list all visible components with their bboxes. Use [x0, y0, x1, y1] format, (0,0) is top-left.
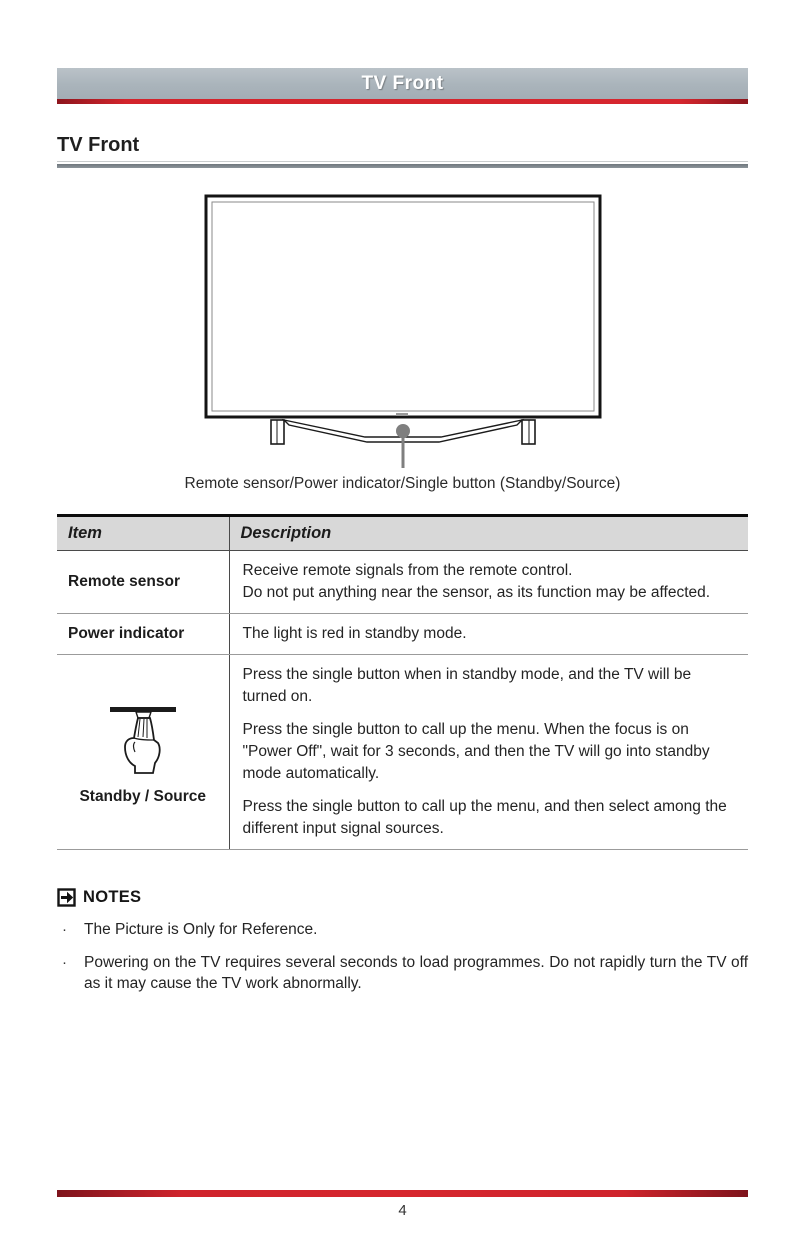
item-remote-sensor: Remote sensor [57, 551, 229, 614]
tv-frame [206, 196, 600, 417]
item-power-indicator: Power indicator [57, 614, 229, 655]
table-header-row [57, 516, 748, 551]
page-number: 4 [398, 1202, 407, 1219]
footer-red-rule [57, 1190, 748, 1197]
tv-illustration [183, 193, 623, 469]
notes-title: NOTES [83, 888, 142, 906]
table-row [57, 614, 748, 655]
page-banner [57, 68, 748, 99]
diagram-caption: Remote sensor/Power indicator/Single button (Standby/Source) [184, 475, 621, 492]
header-description: Description [229, 516, 748, 551]
notes-section [57, 888, 748, 994]
item-standby-source [57, 655, 229, 850]
section-title: TV Front [57, 134, 748, 162]
note-item [57, 952, 748, 994]
spec-table [57, 514, 748, 850]
bullet-marker: · [62, 954, 67, 971]
section-rule [57, 164, 748, 168]
note-text: Powering on the TV requires several seconds to load programmes. Do not rapidly turn the TV off as it may cause the TV work abnormally. [84, 954, 748, 992]
note-text: The Picture is Only for Reference. [84, 921, 318, 938]
item-label: Standby / Source [79, 788, 207, 805]
sensor-notch [396, 413, 408, 416]
power-indicator-dot [396, 424, 410, 438]
desc-line: Press the single button to call up the menu. When the focus is on "Power Off", wait for 3 seconds, and then the TV will go into standby mode automatically. [242, 721, 710, 782]
header-item: Item [57, 516, 229, 551]
table-row [57, 655, 748, 850]
note-item [57, 919, 748, 940]
desc-standby-source [229, 655, 748, 850]
tv-front-diagram [57, 193, 748, 493]
desc-line: The light is red in standby mode. [242, 625, 467, 642]
desc-line: Press the single button to call up the menu, and then select among the different input signal sources. [242, 798, 727, 837]
desc-line: Do not put anything near the sensor, as its function may be affected. [242, 584, 711, 601]
desc-line: Press the single button when in standby mode, and the TV will be turned on. [242, 666, 692, 705]
hand-press-button-icon [109, 702, 177, 776]
bullet-marker: · [62, 921, 67, 938]
desc-line: Receive remote signals from the remote control. [242, 562, 573, 579]
notes-arrow-icon [57, 888, 76, 907]
manual-page [0, 68, 805, 1259]
banner-red-rule [57, 99, 748, 104]
desc-remote-sensor [229, 551, 748, 614]
banner-title: TV Front [361, 72, 444, 94]
notes-title-row [57, 888, 748, 907]
table-row [57, 551, 748, 614]
desc-power-indicator [229, 614, 748, 655]
